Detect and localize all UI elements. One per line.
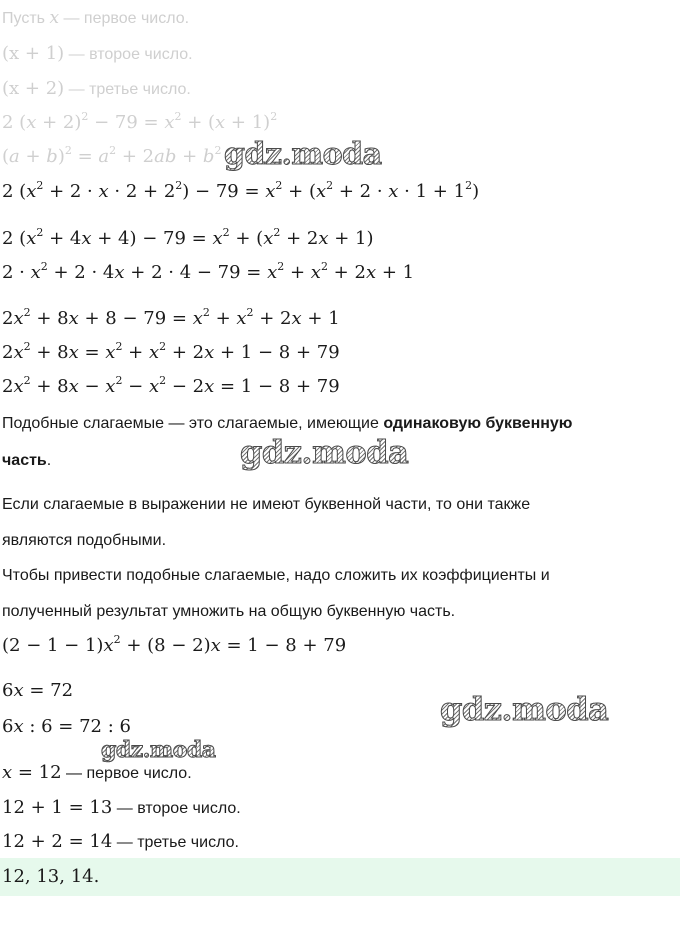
watermark-logo: gdz.moda bbox=[440, 690, 609, 728]
second-number-expr: (x + 1) bbox=[2, 43, 65, 64]
equation-expanded-1: 2 $(x^2 + 2 \cdot x \cdot 2 + 2^2) - 79 = x^2 + (x^2 + 2 \cdot x \cdot 1 + 1^2)$ bbox=[2, 179, 480, 202]
definition-period: . bbox=[46, 452, 52, 469]
result-second-number: 12 + 1 = 13 — второе число. bbox=[2, 797, 241, 818]
equation-step-6: $2x^2 + 8x - x^2 - x^2 - 2x = 1 - 8 + 79$ bbox=[2, 374, 340, 397]
rule-line-3: Чтобы привести подобные слагаемые, надо сложить их коэффициенты и bbox=[2, 567, 550, 584]
answer-text: 12, 13, 14. bbox=[2, 866, 100, 887]
result-first-number: x = 12 — первое число. bbox=[2, 762, 192, 783]
definition-text: Подобные слагаемые — это слагаемые, имеющие bbox=[2, 415, 384, 432]
intro-label: Пусть bbox=[2, 10, 50, 27]
third-number-expr: (x + 2) bbox=[2, 78, 65, 99]
equation-step-5: $2x^2 + 8x = x^2 + x^2 + 2x + 1 - 8 + 79$ bbox=[2, 340, 340, 363]
definition-line-1 bbox=[2, 415, 572, 433]
second-number-line bbox=[2, 43, 193, 64]
watermark-logo: gdz.moda bbox=[224, 137, 382, 172]
equation-combined: $(2 - 1 - 1)x^2 + (8 - 2)x = 1 - 8 + 79$ bbox=[2, 633, 347, 656]
first-number-label: — первое число. bbox=[59, 10, 190, 27]
rule-line-1: Если слагаемые в выражении не имеют буквенной части, то они также bbox=[2, 496, 531, 513]
equation-setup: 2 $(x + 2)^2 - 79 = x^2 + (x + 1)^2$ bbox=[2, 110, 278, 133]
definition-bold-end: часть bbox=[2, 452, 47, 469]
answer-box bbox=[0, 858, 680, 896]
square-formula: $(a + b)^2 = a^2 + 2ab + b^2$ bbox=[2, 144, 222, 167]
variable-x: x bbox=[49, 8, 60, 28]
definition-bold: одинаковую буквенную bbox=[383, 415, 573, 432]
intro-line-first-number bbox=[2, 8, 189, 28]
result-third-label: — третье число. bbox=[112, 834, 239, 851]
result-third-number: 12 + 2 = 14 — третье число. bbox=[2, 831, 239, 852]
result-second-label: — второе число. bbox=[112, 800, 241, 817]
equation-divide: 6x : 6 = 72 : 6 bbox=[2, 716, 131, 737]
watermark-logo: gdz.moda bbox=[101, 737, 216, 763]
equation-expanded-3: $2 \cdot x^2 + 2 \cdot 4x + 2 \cdot 4 - 79 = x^2 + x^2 + 2x + 1$ bbox=[2, 260, 415, 283]
second-number-label: — второе число. bbox=[64, 46, 193, 63]
equation-step-4: $2x^2 + 8x + 8 - 79 = x^2 + x^2 + 2x + 1$ bbox=[2, 306, 340, 329]
rule-line-2: являются подобными. bbox=[2, 532, 167, 549]
rule-line-4: полученный результат умножить на общую буквенную часть. bbox=[2, 603, 456, 620]
third-number-line bbox=[2, 78, 191, 99]
equation-6x: 6x = 72 bbox=[2, 680, 74, 701]
watermark-logo: gdz.moda bbox=[240, 433, 409, 471]
third-number-label: — третье число. bbox=[64, 81, 191, 98]
definition-line-2 bbox=[2, 452, 51, 470]
result-first-label: — первое число. bbox=[61, 765, 192, 782]
equation-expanded-2: 2 $(x^2 + 4x + 4) - 79 = x^2 + (x^2 + 2x + 1)$ bbox=[2, 226, 374, 249]
